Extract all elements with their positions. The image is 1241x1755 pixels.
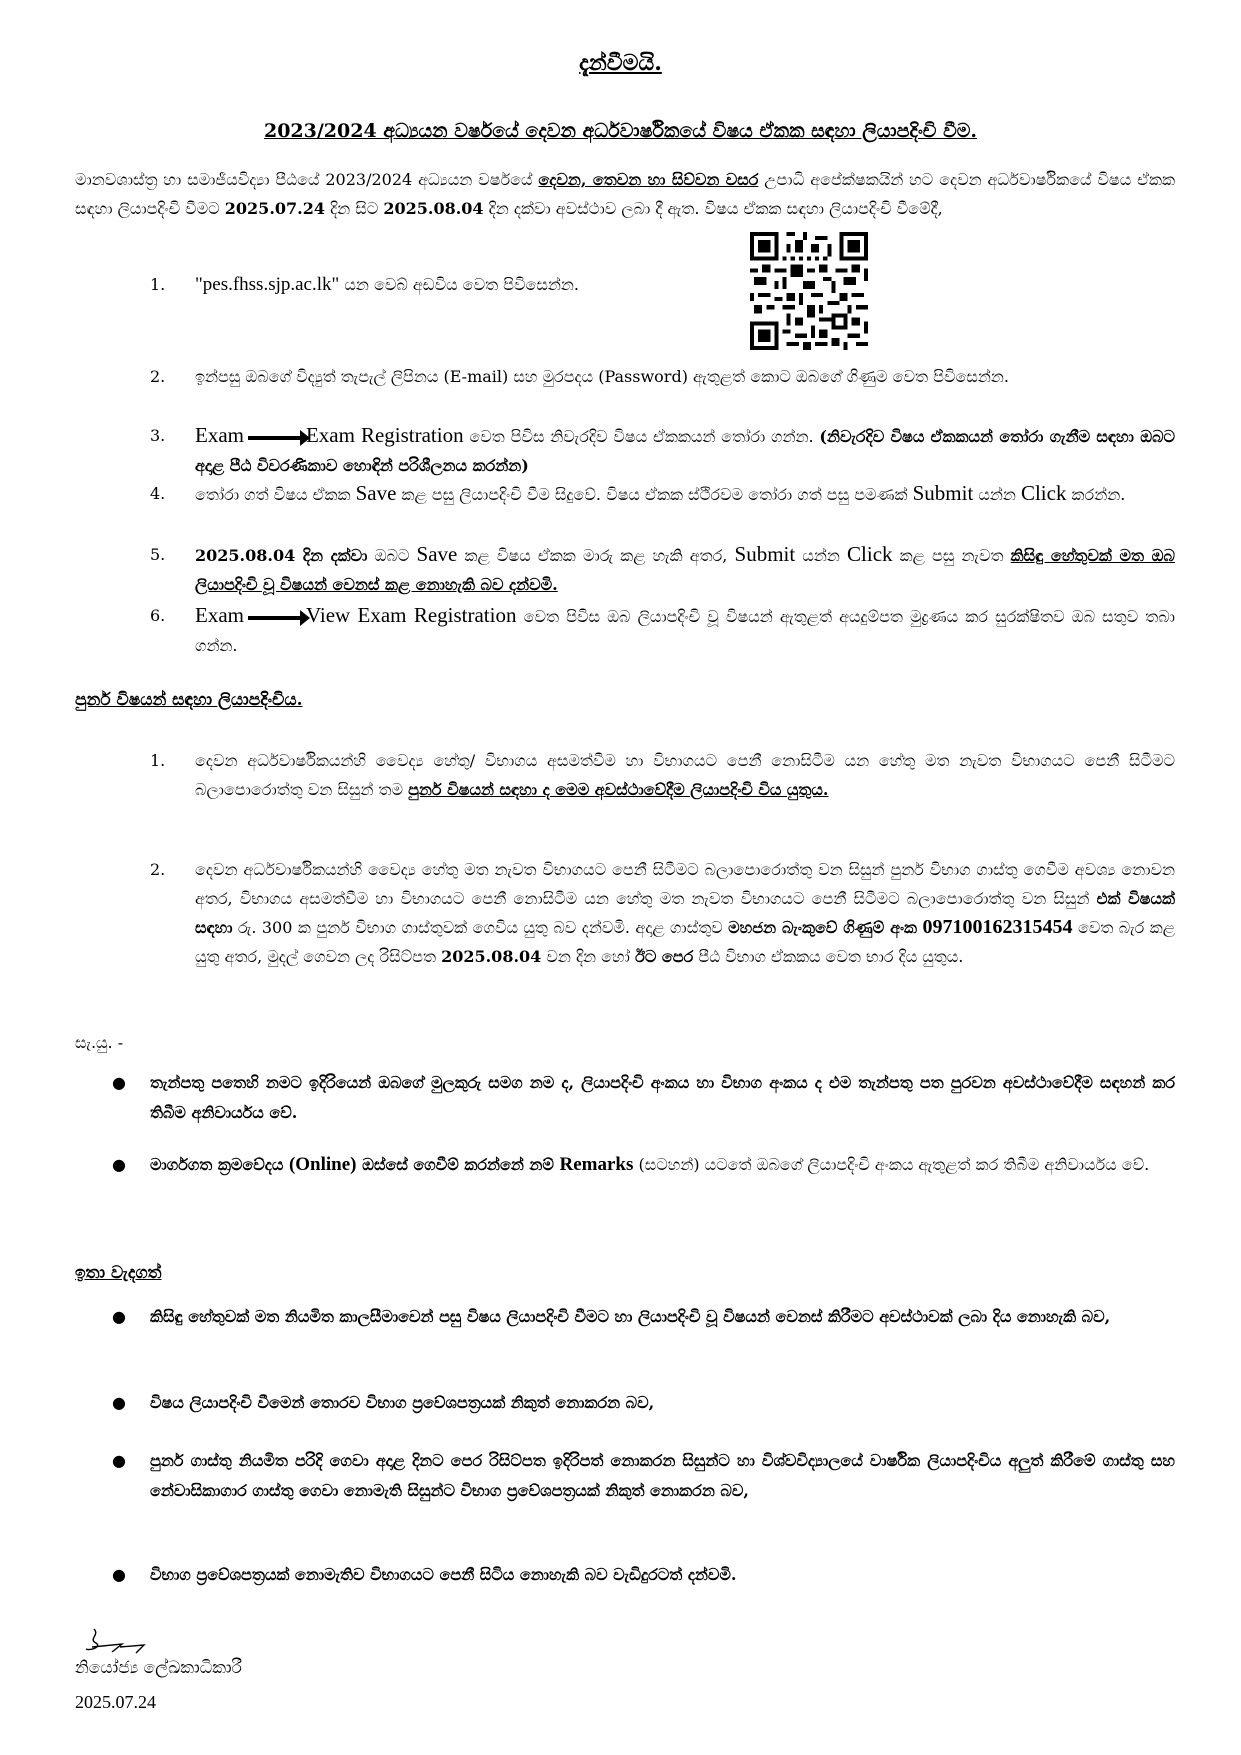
step-number: 5. [150, 545, 166, 564]
item-text [195, 746, 1175, 804]
important-text: පුනර් ගාස්තු නියමිත පරිදි ගෙවා අදාළ දිනට පෙර රිසිට්පත ඉදිරිපත් නොකරන සිසුන්ට හා විශ්වවිද්‍යාලයේ වාර්ෂික ලියාපදිංචිය අලුත් කිරීමේ ගාස්තු සහ නේවාසිකාගාර ගාස්තු ගෙවා නොමැති සිසුන්ට විභාග ප්‍රවේශපත්‍රයක් නිකුත් නොකරන බව, [150, 1451, 1175, 1500]
bank-account-number: 097100162315454 [922, 916, 1073, 938]
step-text-part: ඔබට [367, 546, 417, 565]
intro-text-4: දින දක්වා අවස්ථාව ලබා දී ඇත. විෂය ඒකක සඳහා ලියාපදිංචි වීමේදී, [483, 199, 943, 218]
intro-paragraph [75, 165, 1175, 223]
note-text: තැන්පතු පතෙහි නමට ඉදිරියෙන් ඔබගේ මුලකුරු සමග නම ද, ලියාපදිංචි අංකය හා විභාග අංකය ද එම තැන්පතු පත පුරවන අවස්ථාවේදීම සඳහන් කර තිබීම අනිවාර්යය වේ. [150, 1073, 1175, 1122]
arrow-right-icon [248, 436, 302, 440]
item-text-part: පීඨ විභාග ඒකකය වෙත භාර දිය යුතුය. [693, 947, 964, 966]
intro-years: දෙවන, තෙවන හා සිව්වන වසර [538, 170, 759, 189]
step-text-part: View Exam Registration [305, 603, 517, 627]
website-url[interactable]: "pes.fhss.sjp.ac.lk" [195, 274, 340, 295]
qr-code-icon[interactable] [750, 232, 868, 350]
step-text-part: Click [847, 542, 893, 566]
step-number: 2. [150, 367, 166, 386]
step-text-part: Save [416, 542, 458, 566]
step-number: 1. [150, 275, 166, 294]
item-number: 2. [150, 860, 166, 879]
step-text-part: (නිවැරදිව විෂය ඒකකයන් තෝරා ගැනීම සඳහා ඔබට අදාළ පීඨ විවරණිකාව හොඳින් පරිශීලනය කරන්න) [195, 427, 1176, 475]
note-text-part: මාර්ගගත ක්‍රමවේදය [150, 1155, 289, 1174]
step-text-part: Save [355, 481, 397, 505]
step-text-part: වෙත පිවිස නිවැරදිව විෂය ඒකකයන් තෝරා ගන්න. [463, 427, 820, 446]
step-text-part: තෝරා ගත් විෂය ඒකක [195, 485, 356, 504]
step-text-part: Submit [734, 542, 796, 566]
step-text [195, 479, 1175, 509]
step-text-part: Exam Registration [305, 423, 464, 447]
step-number: 4. [150, 484, 166, 503]
important-heading: ඉතා වැදගත් [75, 1263, 162, 1283]
step-text-part: 2025.08.04 දින දක්වා [195, 546, 368, 565]
step-text-part: Submit [912, 481, 974, 505]
step-text-part: Exam [195, 423, 244, 447]
step-text [195, 421, 1175, 480]
important-text: විෂය ලියාපදිංචි වීමෙන් තොරව විභාග ප්‍රවේශපත්‍රයක් නිකුත් නොකරන බව, [150, 1393, 655, 1412]
item-text-part: දෙවන අර්ධවාර්ෂිකයන්හි වෛද්‍ය හේතු/ විභාගය අසමත්වීම හා විභාගයට පෙනී නොසිටීම යන හේතු මත නැවත විභාගයට පෙනී සිටීමට බලාපොරොත්තු වන සිසුන් තම [195, 751, 1175, 799]
step-text-part: යන්න [973, 485, 1021, 504]
bullet-icon: ● [112, 1565, 126, 1584]
item-text-part: පුනර් විෂයන් සඳහා ද මෙම අවස්ථාවේදීම ලියාපදිංචි විය යුතුය. [408, 780, 829, 799]
note-text-part: ඔස්සේ ගෙවීම් කරන්නේ නම් [356, 1155, 560, 1174]
step-text: ඉන්පසු ඔබගේ විද්‍යුත් තැපැල් ලිපිනය (E-mail) සහ මුරපදය (Password) ඇතුළත් කොට ඔබගේ ගිණුම වෙත පිවිසෙන්න. [195, 367, 1009, 386]
step-text-part: කළ පසු නැවත [892, 546, 1011, 565]
step-text-part: කිසිඳු හේතුවක් මත ඔබ ලියාපදිංචි වූ විෂයන් වෙනස් කළ නොහැකි බව දන්වමි. [195, 546, 1175, 594]
step-text-part: Exam [195, 603, 244, 627]
item-text-part: දෙවන අර්ධවාර්ෂිකයන්හි වෛද්‍ය හේතු මත නැවත විභාගයට පෙනී සිටීමට බලාපොරොත්තු වන සිසුන් පුනර් විභාග ගාස්තු ගෙවීම අවශ්‍ය නොවන අතර, විභාගය අසමත්වීම හා විභාගයට පෙනී නොසිටීම යන හේතු මත නැවත විභාගයට පෙනී සිටීමට බලාපොරොත්තු වන සිසුන් [195, 860, 1175, 908]
item-text [195, 855, 1175, 971]
note-text-part: (සටහන්) යටතේ ඔබගේ ලියාපදිංචි අංකය ඇතුළත් කර තිබීම අනිවාර්යය වේ. [633, 1155, 1150, 1174]
item-text-part: රු. 300 ක පුනර් විභාග ගාස්තුවක් ගෙවිය යුතු බව දන්වමි. අදාළ ගාස්තුව [232, 918, 729, 937]
intro-date-end: 2025.08.04 [383, 199, 484, 218]
important-text: විභාග ප්‍රවේශපත්‍රයක් නොමැතිව විභාගයට පෙනී සිටිය නොහැකි බව වැඩිදුරටත් දන්වමි. [150, 1565, 737, 1584]
step-text [195, 270, 755, 299]
bullet-icon: ● [112, 1073, 126, 1092]
item-text-part: 2025.08.04 [441, 947, 542, 966]
notice-subtitle: 2023/2024 අධ්‍යයන වර්ෂයේ දෙවන අර්ධවාර්ෂිකයේ විෂය ඒකක සඳහා ලියාපදිංචි වීම. [263, 120, 978, 142]
item-text-part: මහජන බැංකුවේ ගිණුම් අංක [728, 918, 918, 937]
step-number: 6. [150, 606, 166, 625]
page-title: දැන්වීමයි. [579, 50, 662, 76]
step-text-part: කළ විෂය ඒකක මාරු කළ හැකි අතර, [457, 546, 735, 565]
item-text-part: ඊට පෙර [634, 947, 694, 966]
item-text-part: එක් විෂයක් සඳහා [195, 889, 1175, 937]
bullet-icon: ● [112, 1155, 126, 1174]
signature-icon [82, 1625, 182, 1655]
step-text [195, 540, 1175, 599]
item-number: 1. [150, 751, 166, 770]
bullet-icon: ● [112, 1393, 126, 1412]
bullet-icon: ● [112, 1307, 126, 1326]
item-text-part: වෙත බැර කළ යුතු අතර, මුදල් ගෙවන ලද රිසිට්පත [195, 918, 1175, 966]
note-text-part: Remarks [559, 1154, 634, 1175]
step-text-part: යන වෙබ් අඩවිය වෙත පිවිසෙන්න. [339, 275, 579, 294]
signatory-title: නියෝජ්‍ය ලේඛකාධිකාරී [75, 1658, 242, 1678]
signature-date: 2025.07.24 [75, 1692, 156, 1712]
note-text [150, 1150, 1175, 1180]
note-text-part: (Online) [288, 1154, 357, 1175]
intro-text-1: මානවශාස්ත්‍ර හා සමාජීයවිද්‍යා පීඨයේ 2023/2024 අධ්‍යයන වර්ෂයේ [75, 170, 539, 189]
intro-date-start: 2025.07.24 [224, 199, 325, 218]
step-text-part: කළ පසු ලියාපදිංචි වීම සිදුවේ. විෂය ඒකක ස්ථිරවම තෝරා ගත් පසු පමණක් [396, 485, 913, 504]
intro-text-2: උපාධි අපේක්ෂකයින් හට දෙවන අර්ධවාර්ෂිකයේ විෂය ඒකක සඳහා ලියාපදිංචි වීමට [75, 170, 1176, 218]
step-text [195, 601, 1175, 660]
item-text-part: වන දින හෝ [541, 947, 635, 966]
intro-text-3: දින සිට [324, 199, 384, 218]
bullet-icon: ● [112, 1451, 126, 1470]
repeat-heading: පුනර් විෂයන් සඳහා ලියාපදිංචිය. [75, 690, 303, 710]
important-text: කිසිඳු හේතුවක් මත නියමිත කාලසීමාවෙන් පසු විෂය ලියාපදිංචි වීමට හා ලියාපදිංචි වූ විෂයන් වෙනස් කිරීමට අවස්ථාවක් ලබා දිය නොහැකි බව, [150, 1307, 1111, 1326]
step-text-part: Click [1020, 481, 1067, 505]
step-text-part: යන්න [795, 546, 848, 565]
arrow-right-icon [248, 616, 302, 620]
step-number: 3. [150, 426, 166, 445]
step-text-part: වෙත පිවිස ඔබ ලියාපදිංචි වූ විෂයන් ඇතුළත් අයදුම්පත මුද්‍රණය කර සුරක්ෂිතව ඔබ සතුව තබා ගන්න. [195, 607, 1175, 655]
step-text-part: කරන්න. [1066, 485, 1126, 504]
note-label: සැ.යු. - [75, 1033, 124, 1052]
